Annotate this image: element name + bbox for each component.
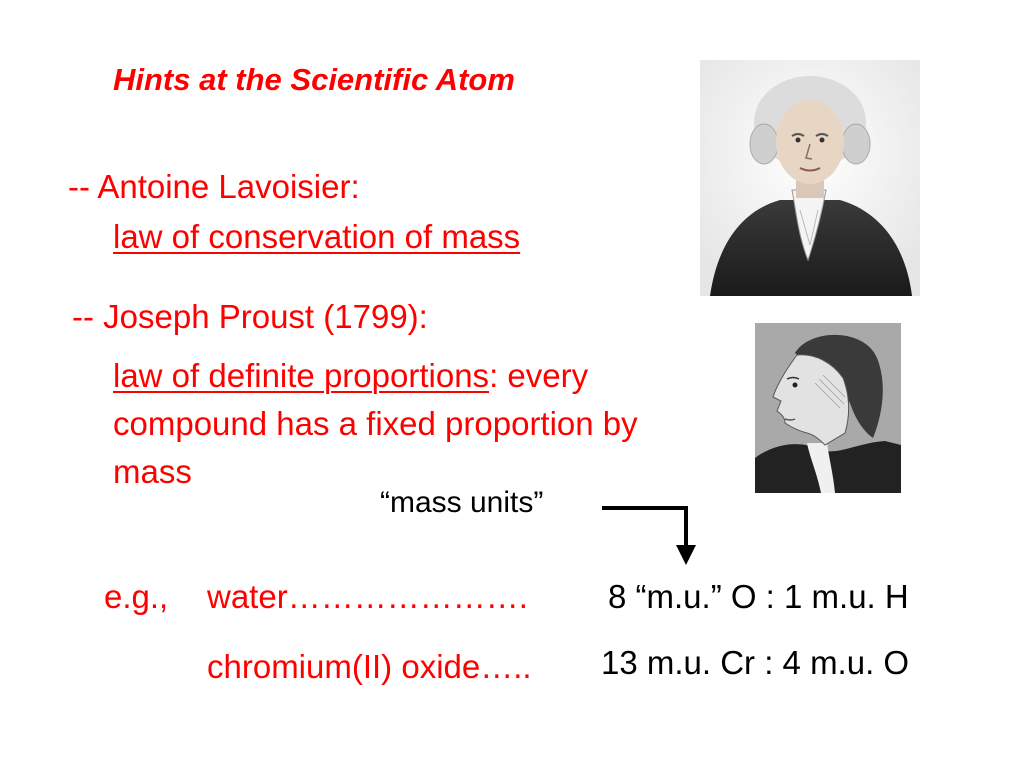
lavoisier-law: law of conservation of mass [113,218,521,255]
proust-law [113,352,713,496]
example-label: e.g., [104,578,169,615]
lavoisier-portrait-image [700,60,920,296]
lavoisier-heading: -- Antoine Lavoisier: [68,168,360,205]
water-mass-ratio: 8 “m.u.” O : 1 m.u. H [608,578,909,615]
proust-law-description: : every compound has a fixed proportion by mass [113,357,638,490]
water-example-label: water…………………. [207,578,528,615]
mass-units-arrow-icon [598,495,708,575]
proust-law-name: law of definite proportions [113,357,490,394]
proust-portrait-image [755,323,901,493]
chromium-oxide-example-label: chromium(II) oxide….. [207,648,532,685]
mass-units-label: “mass units” [380,486,544,519]
slide-title: Hints at the Scientific Atom [113,62,515,97]
chromium-oxide-mass-ratio: 13 m.u. Cr : 4 m.u. O [601,644,910,681]
proust-heading: -- Joseph Proust (1799): [72,298,428,335]
